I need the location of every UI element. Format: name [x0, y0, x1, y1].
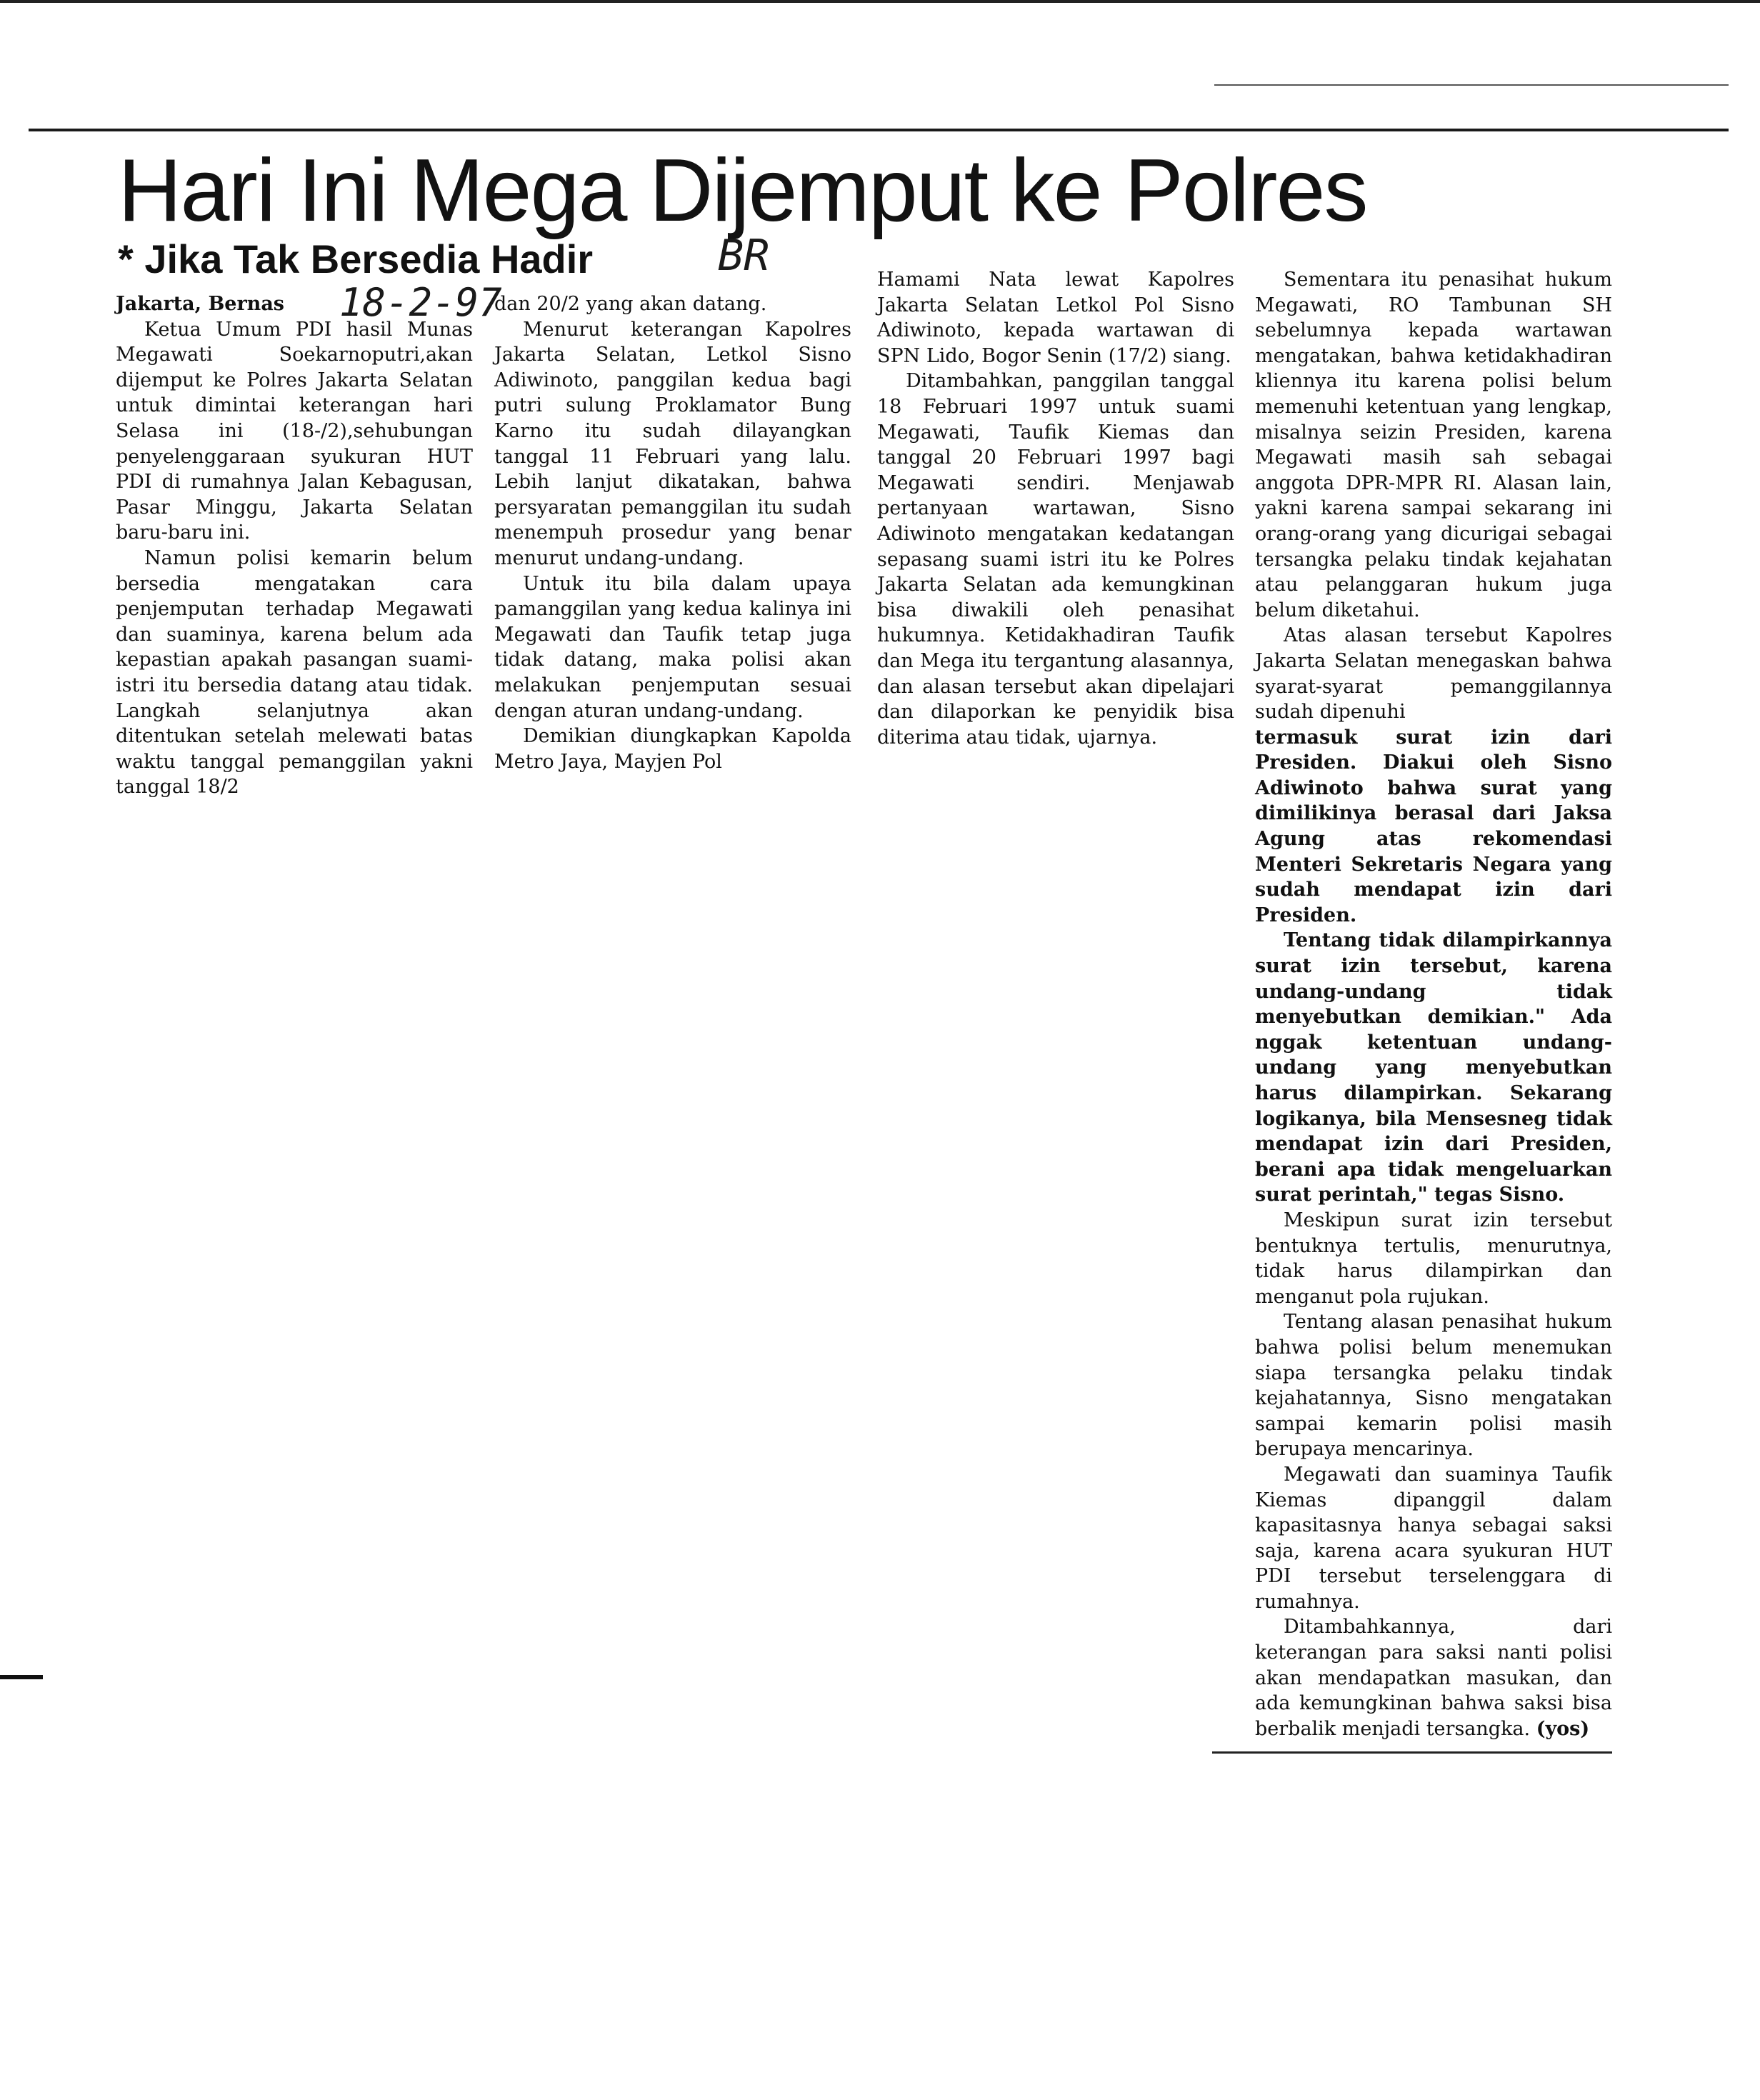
dateline: Jakarta, Bernas: [116, 293, 285, 315]
paragraph: [1255, 1614, 1612, 1741]
handwritten-mark: BR: [718, 231, 770, 281]
paragraph: Sementara itu penasihat hukum Megawati, RO Tambunan SH sebelumnya kepada wartawan mengatakan, bahwa ketidakhadiran kliennya itu karena polisi belum memenuhi ketentuan yang lengkap, misalnya seizin Presiden, karena Megawati masih sah sebagai anggota DPR-MPR RI. Alasan lain, yakni karena sampai sekarang ini orang-orang yang dicurigai sebagai tersangka pelaku tindak kejahatan atau pelanggaran hukum juga belum diketahui.: [1255, 269, 1612, 621]
paragraph: Namun polisi kemarin belum bersedia mengatakan cara penjemputan terhadap Megawati dan suaminya, karena belum ada kepastian apakah pasangan suami-istri itu bersedia datang atau tidak. Langkah selanjutnya akan ditentukan setelah melewati batas waktu tanggal pemanggilan yakni tanggal 18/2: [116, 546, 473, 799]
headline: Hari Ini Mega Dijemput ke Polres: [118, 141, 1367, 240]
end-rule: [1212, 1751, 1612, 1754]
paragraph: Hamami Nata lewat Kapolres Jakarta Selatan Letkol Pol Sisno Adiwinoto, kepada wartawan di SPN Lido, Bogor Senin (17/2) siang.: [877, 269, 1234, 367]
paragraph: Demikian diungkapkan Kapolda Metro Jaya, Mayjen Pol: [494, 725, 851, 773]
closing-text: Ditambahkannya, dari keterangan para saksi nanti polisi akan mendapatkan masukan, dan ada kemungkinan bahwa saksi bisa berbalik menjadi tersangka.: [1255, 1616, 1612, 1740]
scan-margin-mark: [0, 1675, 43, 1679]
subheadline: * Jika Tak Bersedia Hadir: [118, 236, 594, 281]
author-signature: (yos): [1536, 1717, 1590, 1740]
paragraph: Atas alasan tersebut Kapolres Jakarta Selatan menegaskan bahwa syarat-syarat pemanggilannya sudah dipenuhi: [1255, 624, 1612, 724]
article-column-3: [877, 267, 1234, 750]
article-column-2: [494, 291, 851, 774]
paragraph: Menurut keterangan Kapolres Jakarta Selatan, Letkol Sisno Adiwinoto, panggilan kedua bagi putri sulung Proklamator Bung Karno itu sudah dilayangkan tanggal 11 Februari yang lalu. Lebih lanjut dikatakan, bahwa persyaratan pemanggilan itu sudah menempuh prosedur yang benar menurut undang-undang.: [494, 318, 851, 569]
article-column-1: [116, 291, 473, 800]
top-thin-rule: [1214, 84, 1729, 86]
paragraph: Tentang alasan penasihat hukum bahwa polisi belum menemukan siapa tersangka pelaku tindak kejahatannya, Sisno mengatakan sampai kemarin polisi masih berupaya mencarinya.: [1255, 1311, 1612, 1461]
paragraph: dan 20/2 yang akan datang.: [494, 293, 767, 315]
paragraph: Ditambahkan, panggilan tanggal 18 Februari 1997 untuk suami Megawati, Taufik Kiemas dan tanggal 20 Februari 1997 bagi Megawati sendiri. Menjawab pertanyaan wartawan, Sisno Adiwinoto mengatakan kedatangan sepasang suami istri itu ke Polres Jakarta Selatan ada kemungkinan bisa diwakili oleh penasihat hukumnya. Ketidakhadiran Taufik dan Mega itu tergantung alasannya, dan alasan tersebut akan dipelajari dan dilaporkan ke penyidik bisa diterima atau tidak, ujarnya.: [877, 370, 1234, 749]
paragraph: Untuk itu bila dalam upaya pamanggilan yang kedua kalinya ini Megawati dan Taufik tetap juga tidak datang, maka polisi akan melakukan penjemputan sesuai dengan aturan undang-undang.: [494, 572, 851, 722]
top-rule: [29, 129, 1729, 131]
bold-quote-block: [1255, 725, 1612, 1208]
paragraph: Megawati dan suaminya Taufik Kiemas dipanggil dalam kapasitasnya hanya sebagai saksi saja, karena acara syukuran HUT PDI tersebut terselenggara di rumahnya.: [1255, 1463, 1612, 1613]
handwritten-date: 18-2-97: [339, 280, 502, 325]
article-column-4: [1255, 267, 1612, 1754]
paragraph: Tentang tidak dilampirkannya surat izin tersebut, karena undang-undang tidak menyebutkan demikian." Ada nggak ketentuan undang-undang yang menyebutkan harus dilampirkan. Sekarang logikanya, bila Mensesneg tidak mendapat izin dari Presiden, berani apa tidak mengeluarkan surat perintah," tegas Sisno.: [1255, 929, 1612, 1206]
paragraph: Ketua Umum PDI hasil Munas Megawati Soekarnoputri,akan dijemput ke Polres Jakarta Selatan untuk dimintai keterangan hari Selasa ini (18-/2),sehubungan penyelenggaraan syukuran HUT PDI di rumahnya Jalan Kebagusan, Pasar Minggu, Jakarta Selatan baru-baru ini.: [116, 318, 473, 544]
paragraph: Meskipun surat izin tersebut bentuknya tertulis, menurutnya, tidak harus dilampirkan dan menganut pola rujukan.: [1255, 1209, 1612, 1308]
scan-edge: [0, 0, 1760, 3]
paragraph: termasuk surat izin dari Presiden. Diakui oleh Sisno Adiwinoto bahwa surat yang dimilikinya berasal dari Jaksa Agung atas rekomendasi Menteri Sekretaris Negara yang sudah mendapat izin dari Presiden.: [1255, 726, 1612, 926]
